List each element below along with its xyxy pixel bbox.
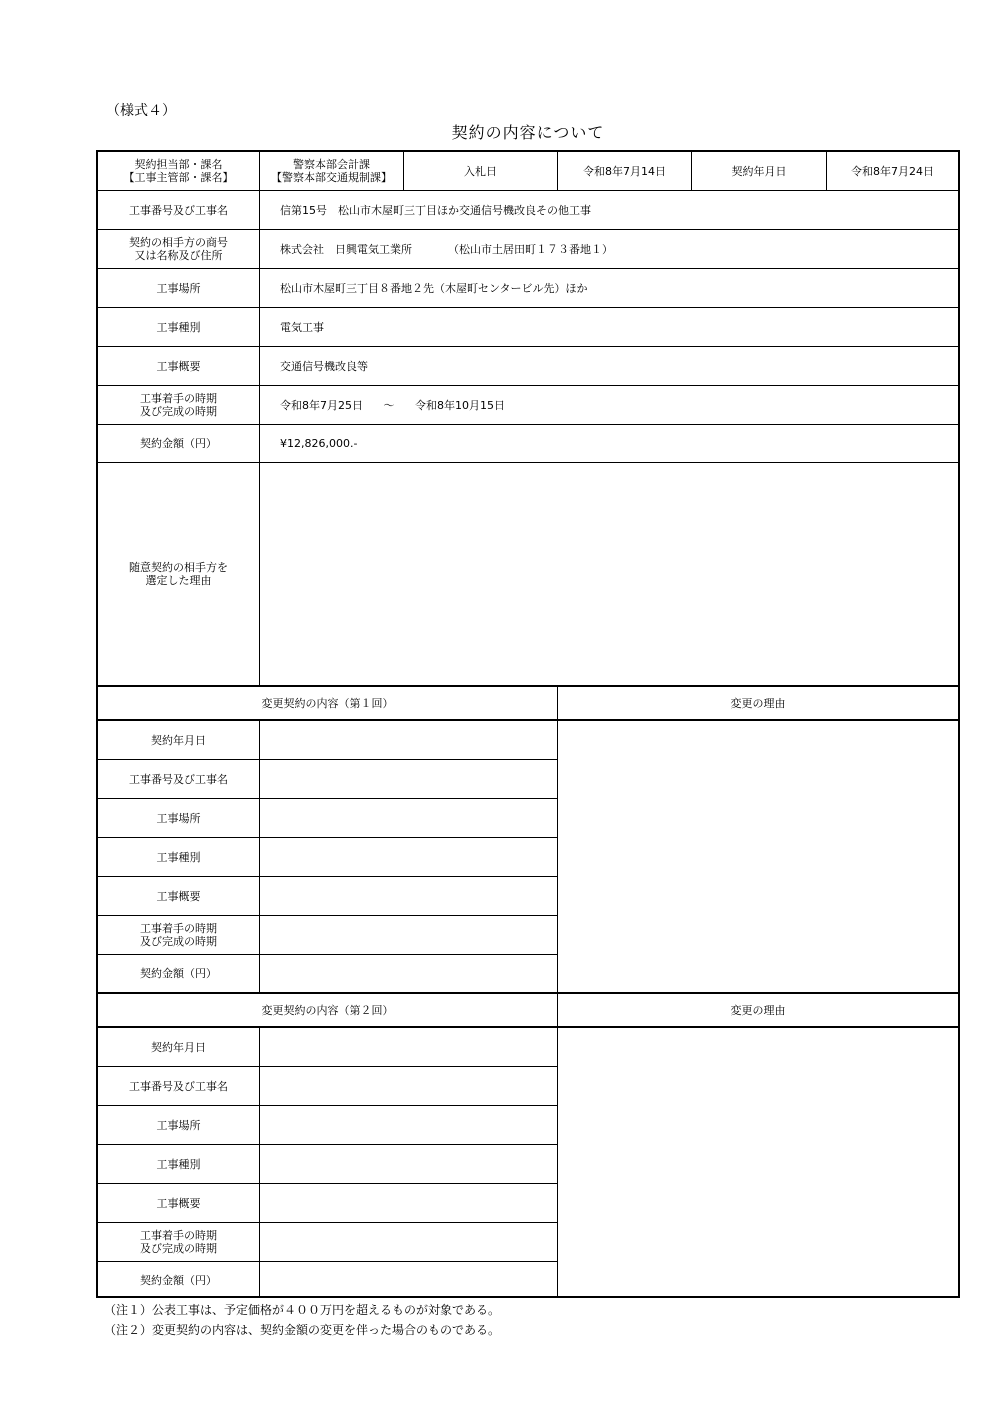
change1-row-value	[260, 955, 558, 994]
change2-row-label-text: 工事概要	[156, 1196, 201, 1210]
period-label-cell	[98, 386, 260, 425]
change2-row-label-text: 工事場所	[156, 1118, 201, 1132]
change1-row-label-text: 工事種別	[156, 850, 201, 864]
change2-row-label-text: 工事着手の時期 及び完成の時期	[140, 1229, 217, 1255]
change2-row-value	[260, 1223, 558, 1262]
change1-row-value	[260, 799, 558, 838]
change2-row-label	[98, 1223, 260, 1262]
change1-row-value	[260, 760, 558, 799]
summary-value: 交通信号機改良等	[280, 359, 368, 373]
form-label: （様式４）	[106, 103, 176, 119]
change2-row-label	[98, 1262, 260, 1298]
change1-row-value	[260, 877, 558, 916]
type-label-cell	[98, 308, 260, 347]
summary-label: 工事概要	[156, 359, 201, 373]
change2-header-cell	[98, 994, 558, 1028]
dept-value-cell	[260, 152, 404, 191]
change1-header-cell	[98, 687, 558, 721]
change2-row-label	[98, 1145, 260, 1184]
change2-row-label	[98, 1106, 260, 1145]
notes	[104, 1300, 500, 1340]
change2-row-label-text: 契約金額（円）	[140, 1273, 217, 1287]
document-title: 契約の内容について	[451, 123, 605, 142]
contractor-name: 株式会社 日興電気工業所	[280, 242, 412, 256]
change2-row-label	[98, 1184, 260, 1223]
bid-date-label: 入札日	[464, 164, 497, 178]
amount-value-cell	[260, 425, 958, 463]
contract-table	[96, 150, 960, 1298]
change1-row-value	[260, 916, 558, 955]
location-value-cell	[260, 269, 958, 308]
reason-label-cell	[98, 463, 260, 687]
work-name-label: 工事番号及び工事名	[129, 203, 228, 217]
change1-row-label-text: 工事番号及び工事名	[129, 772, 228, 786]
change2-row-value	[260, 1028, 558, 1067]
change1-row-label-text: 工事場所	[156, 811, 201, 825]
contract-date-value-cell	[827, 152, 958, 191]
contract-date-label-cell	[692, 152, 827, 191]
change2-reason-cell	[558, 1028, 958, 1298]
amount-label: 契約金額（円）	[140, 437, 217, 450]
change1-reason-cell	[558, 721, 958, 994]
dept-label: 契約担当部・課名 【工事主管部・課名】	[123, 158, 234, 184]
change2-row-value	[260, 1067, 558, 1106]
contractor-address: （松山市土居田町１７３番地１）	[448, 242, 613, 256]
bid-date-value: 令和8年7月14日	[583, 164, 666, 178]
change2-row-value	[260, 1262, 558, 1298]
change1-row-label	[98, 760, 260, 799]
change1-reason-header: 変更の理由	[730, 696, 786, 710]
period-separator: ～	[383, 398, 395, 412]
location-value: 松山市木屋町三丁目８番地２先（木屋町センタービル先）ほか	[280, 281, 588, 295]
amount-value: ¥12,826,000.-	[280, 437, 358, 450]
change2-row-label-text: 工事種別	[156, 1157, 201, 1171]
note-2: （注２）変更契約の内容は、契約金額の変更を伴った場合のものである。	[104, 1323, 501, 1337]
contract-date-label: 契約年月日	[731, 164, 787, 178]
change2-reason-header: 変更の理由	[730, 1003, 786, 1017]
amount-label-cell	[98, 425, 260, 463]
contractor-value-cell	[260, 230, 958, 269]
change1-header: 変更契約の内容（第１回）	[261, 696, 394, 710]
change1-reason-header-cell	[558, 687, 958, 721]
contract-date-value: 令和8年7月24日	[851, 164, 934, 178]
change1-row-label-text: 工事概要	[156, 889, 201, 903]
contractor-label-cell	[98, 230, 260, 269]
period-value-cell	[260, 386, 958, 425]
change2-row-label	[98, 1067, 260, 1106]
note-1: （注１）公表工事は、予定価格が４００万円を超えるものが対象である。	[104, 1303, 501, 1317]
change2-row-value	[260, 1184, 558, 1223]
change1-row-label	[98, 955, 260, 994]
change1-row-label	[98, 721, 260, 760]
work-name-label-cell	[98, 191, 260, 230]
bid-date-value-cell	[558, 152, 692, 191]
dept-label-cell	[98, 152, 260, 191]
change2-row-value	[260, 1145, 558, 1184]
reason-value-cell	[260, 463, 958, 687]
work-name-value-cell	[260, 191, 958, 230]
change1-row-label-text: 工事着手の時期 及び完成の時期	[140, 922, 217, 948]
period-start: 令和8年7月25日	[280, 398, 363, 412]
change1-row-value	[260, 721, 558, 760]
bid-date-label-cell	[404, 152, 558, 191]
contractor-label: 契約の相手方の商号 又は名称及び住所	[129, 236, 228, 262]
type-value: 電気工事	[280, 320, 324, 334]
type-value-cell	[260, 308, 958, 347]
change1-row-value	[260, 838, 558, 877]
change1-row-label-text: 契約金額（円）	[140, 967, 217, 980]
change2-header: 変更契約の内容（第２回）	[261, 1003, 394, 1017]
change1-row-label	[98, 877, 260, 916]
type-label: 工事種別	[156, 320, 201, 334]
change1-row-label	[98, 838, 260, 877]
change2-reason-header-cell	[558, 994, 958, 1028]
period-label: 工事着手の時期 及び完成の時期	[140, 392, 217, 418]
work-name-value: 信第15号 松山市木屋町三丁目ほか交通信号機改良その他工事	[280, 203, 591, 217]
location-label: 工事場所	[156, 281, 201, 295]
summary-label-cell	[98, 347, 260, 386]
change1-row-label	[98, 916, 260, 955]
change1-row-label	[98, 799, 260, 838]
change2-row-label-text: 工事番号及び工事名	[129, 1079, 228, 1093]
period-end: 令和8年10月15日	[415, 398, 505, 412]
location-label-cell	[98, 269, 260, 308]
dept-value: 警察本部会計課 【警察本部交通規制課】	[271, 158, 392, 184]
change1-row-label-text: 契約年月日	[151, 733, 206, 747]
reason-label: 随意契約の相手方を 選定した理由	[129, 561, 228, 587]
change2-row-label-text: 契約年月日	[151, 1040, 206, 1054]
summary-value-cell	[260, 347, 958, 386]
change2-row-label	[98, 1028, 260, 1067]
change2-row-value	[260, 1106, 558, 1145]
